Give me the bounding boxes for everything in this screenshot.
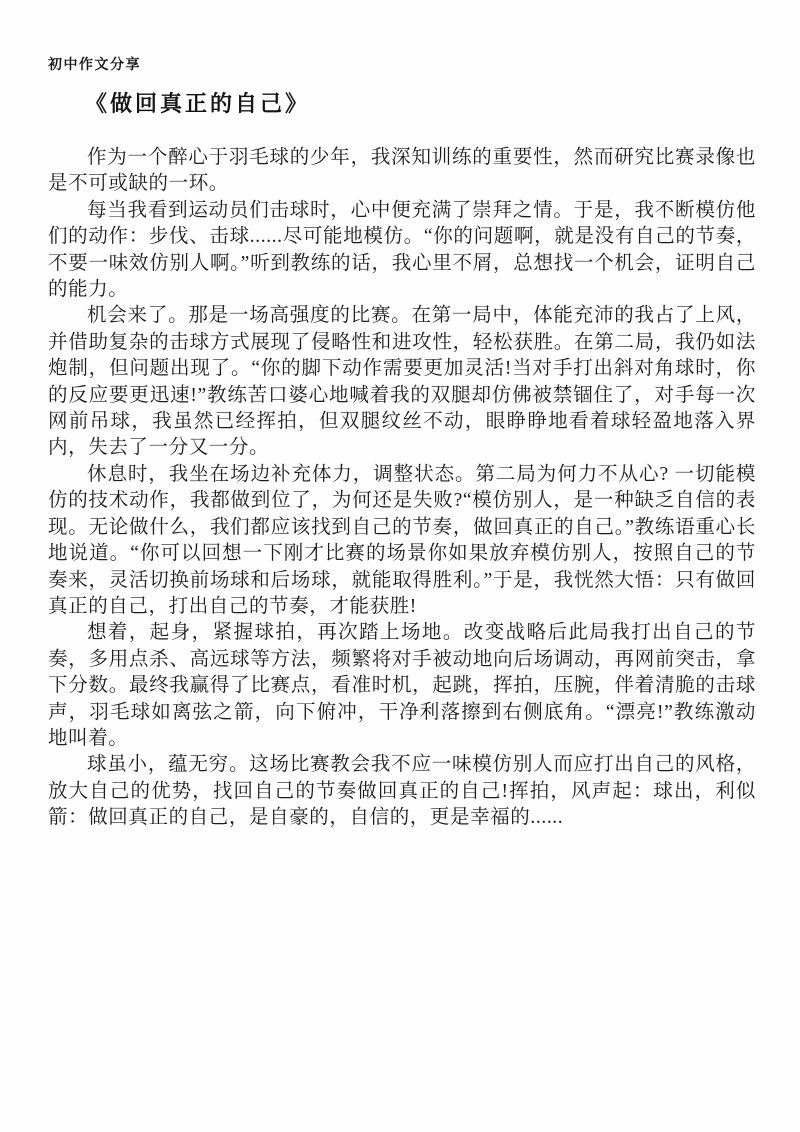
essay-paragraph-4: 休息时，我坐在场边补充体力，调整状态。第二局为何力不从心? 一切能模仿的技术动作，我都做到位了，为何还是失败?“模仿别人，是一种缺乏自信的表现。无论做什么，我们都应该找到自己的节奏，做回真正的自己。”教练语重心长地说道。“你可以回想一下刚才比赛的场景你如果放弃模仿别人，按照自己的节奏来，灵活切换前场球和后场球，就能取得胜利。”于是，我恍然大悟：只有做回真正的自己，打出自己的节奏，才能获胜! xyxy=(48,463,756,617)
essay-paragraph-3: 机会来了。那是一场高强度的比赛。在第一局中，体能充沛的我占了上风，并借助复杂的击球方式展现了侵略性和进攻性，轻松获胜。在第二局，我仍如法炮制，但问题出现了。“你的脚下动作需要更加灵活!当对手打出斜对角球时，你的反应要更迅速!”教练苦口婆心地喊着我的双腿却仿佛被禁锢住了，对手每一次网前吊球，我虽然已经挥拍，但双腿纹丝不动，眼睁睁地看着球轻盈地落入界内，失去了一分又一分。 xyxy=(48,305,756,459)
essay-paragraph-1: 作为一个醉心于羽毛球的少年，我深知训练的重要性，然而研究比赛录像也是不可或缺的一环。 xyxy=(48,147,756,195)
essay-body xyxy=(48,145,756,832)
essay-paragraph-2: 每当我看到运动员们击球时，心中便充满了崇拜之情。于是，我不断模仿他们的动作：步伐、击球......尽可能地模仿。“你的问题啊，就是没有自己的节奏，不要一味效仿别人啊。”听到教练的话，我心里不屑，总想找一个机会，证明自己的能力。 xyxy=(48,199,756,301)
essay-paragraph-6: 球虽小，蕴无穷。这场比赛教会我不应一味模仿别人而应打出自己的风格，放大自己的优势，找回自己的节奏做回真正的自己!挥拍，风声起：球出，利似箭：做回真正的自己，是自豪的，自信的，更是幸福的...... xyxy=(48,754,756,829)
document-source-label: 初中作文分享 xyxy=(48,58,141,73)
essay-title: 《做回真正的自己》 xyxy=(85,91,311,116)
essay-paragraph-5: 想着，起身，紧握球拍，再次踏上场地。改变战略后此局我打出自己的节奏，多用点杀、高远球等方法，频繁将对手被动地向后场调动，再网前突击，拿下分数。最终我赢得了比赛点，看准时机，起跳，挥拍，压腕，伴着清脆的击球声，羽毛球如离弦之箭，向下俯冲，干净利落擦到右侧底角。“漂亮!”教练激动地叫着。 xyxy=(48,622,756,749)
